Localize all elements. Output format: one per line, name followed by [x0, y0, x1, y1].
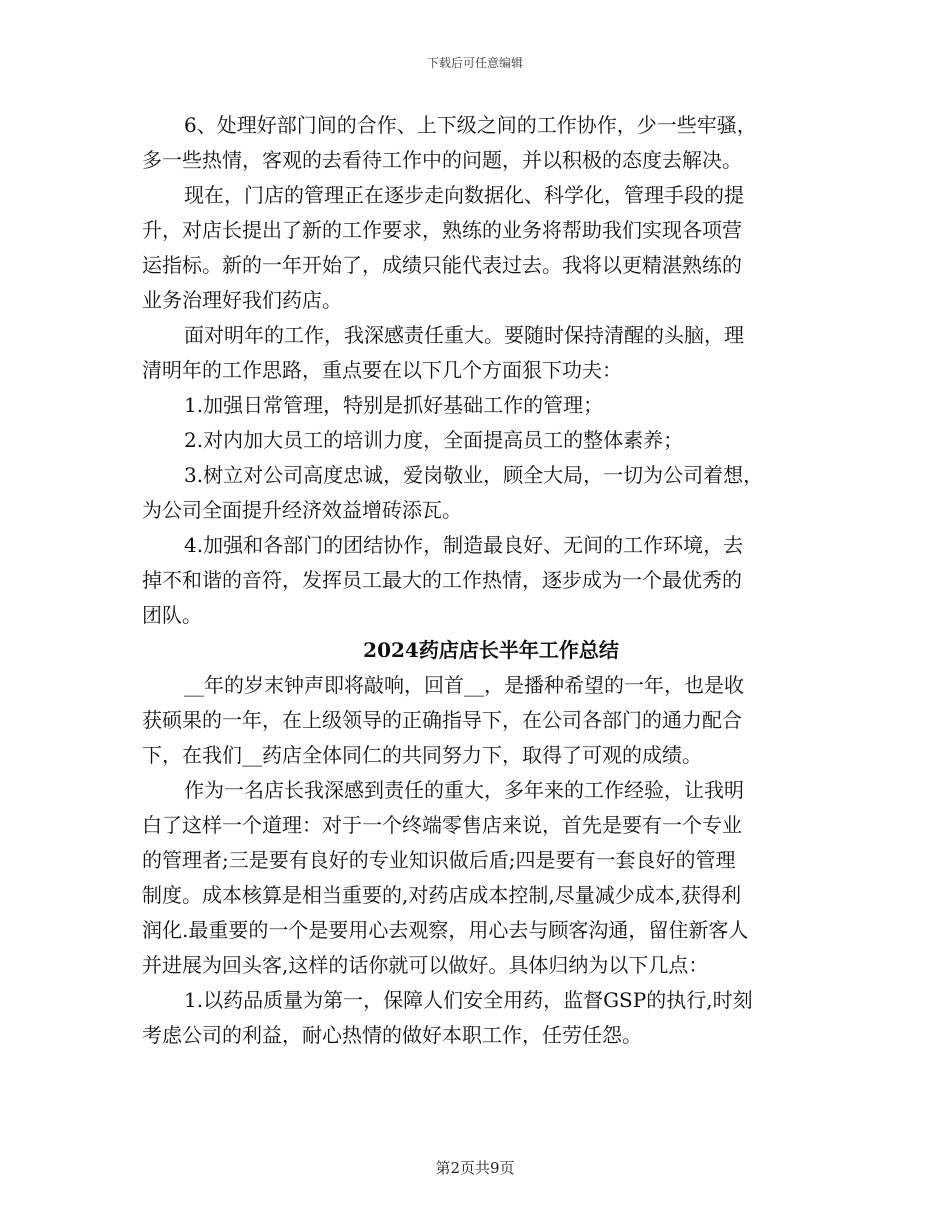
text-line: 的管理者;三是要有良好的专业知识做后盾;四是要有一套良好的管理 — [142, 848, 736, 872]
section-title: 2024药店店长半年工作总结 — [363, 638, 619, 662]
text-line: 掉不和谐的音符，发挥员工最大的工作热情，逐步成为一个最优秀的 — [142, 568, 742, 592]
text-line: __年的岁末钟声即将敲响，回首__，是播种希望的一年，也是收 — [184, 673, 744, 697]
text-line: 6、处理好部门间的合作、上下级之间的工作协作，少一些牢骚， — [184, 113, 757, 137]
text-line: 获硕果的一年，在上级领导的正确指导下，在公司各部门的通力配合 — [142, 708, 742, 732]
text-line: 多一些热情，客观的去看待工作中的问题，并以积极的态度去解决。 — [142, 148, 742, 172]
text-line: 考虑公司的利益，耐心热情的做好本职工作，任劳任怨。 — [142, 1023, 642, 1047]
document-body — [142, 108, 810, 1053]
text-line: 运指标。新的一年开始了，成绩只能代表过去。我将以更精湛熟练的 — [142, 253, 742, 277]
text-line: 清明年的工作思路，重点要在以下几个方面狠下功夫： — [142, 358, 622, 382]
text-line: 团队。 — [142, 603, 202, 627]
text-line: 白了这样一个道理：对于一个终端零售店来说，首先是要有一个专业 — [142, 813, 742, 837]
page-footer: 第2页共9页 — [435, 1159, 515, 1177]
text-line: 面对明年的工作，我深感责任重大。要随时保持清醒的头脑，理 — [184, 323, 744, 347]
text-line: 现在，门店的管理正在逐步走向数据化、科学化，管理手段的提 — [184, 183, 744, 207]
text-line: 1.以药品质量为第一，保障人们安全用药，监督GSP的执行,时刻 — [184, 988, 753, 1012]
text-line: 作为一名店长我深感到责任的重大，多年来的工作经验，让我明 — [184, 778, 744, 802]
text-line: 升，对店长提出了新的工作要求，熟练的业务将帮助我们实现各项营 — [142, 218, 742, 242]
text-line: 1.加强日常管理，特别是抓好基础工作的管理； — [184, 393, 604, 417]
text-line: 并进展为回头客,这样的话你就可以做好。具体归纳为以下几点： — [142, 953, 709, 977]
text-line: 下，在我们__药店全体同仁的共同努力下，取得了可观的成绩。 — [142, 743, 702, 767]
text-line: 业务治理好我们药店。 — [142, 288, 342, 312]
text-line: 润化.最重要的一个是要用心去观察，用心去与顾客沟通，留住新客人 — [142, 918, 749, 942]
page-header: 下载后可任意编辑 — [426, 56, 523, 70]
text-line: 2.对内加大员工的培训力度，全面提高员工的整体素养； — [184, 428, 684, 452]
text-line: 为公司全面提升经济效益增砖添瓦。 — [142, 498, 462, 522]
text-line: 制度。成本核算是相当重要的,对药店成本控制,尽量减少成本,获得利 — [142, 883, 742, 907]
text-line: 4.加强和各部门的团结协作，制造最良好、无间的工作环境，去 — [184, 533, 744, 557]
text-line: 3.树立对公司高度忠诚，爱岗敬业，顾全大局，一切为公司着想， — [184, 463, 764, 487]
